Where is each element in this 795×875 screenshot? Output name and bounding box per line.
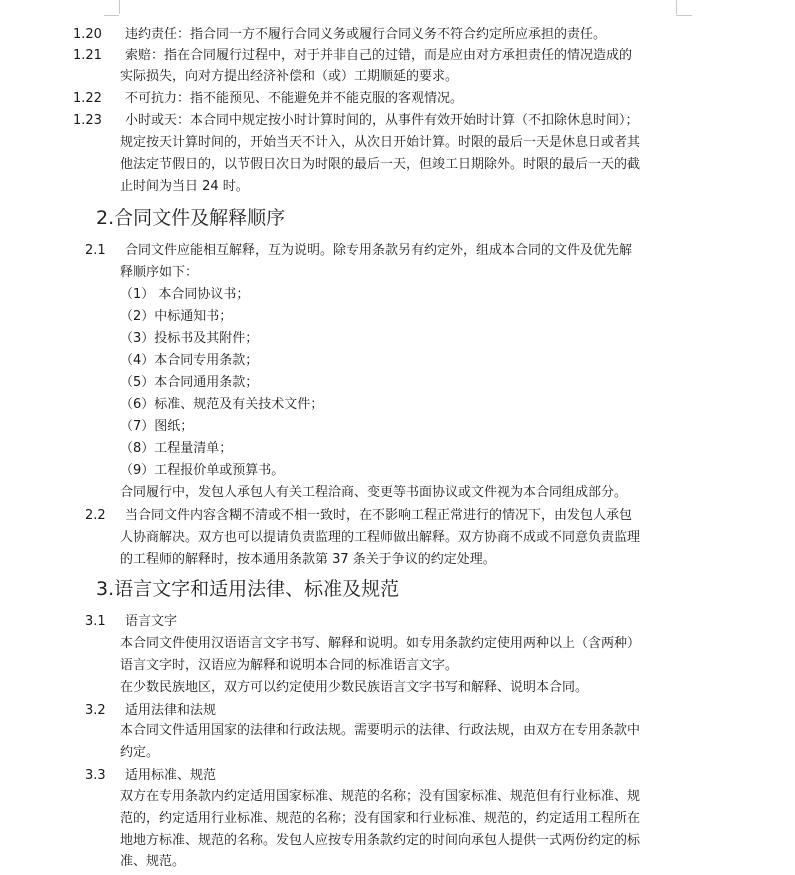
clause-text: 人协商解决。双方也可以提请负责监理的工程师做出解释。双方协商不成或不同意负责监理	[120, 530, 641, 545]
list-item: （3）投标书及其附件；	[120, 331, 259, 346]
clause-number: 2.1	[85, 243, 106, 258]
clause-text: 合同文件应能相互解释，互为说明。除专用条款另有约定外，组成本合同的文件及优先解	[125, 243, 633, 258]
clause-text: 违约责任：指合同一方不履行合同义务或履行合同义务不符合约定所应承担的责任。	[125, 27, 607, 42]
clause-number: 1.20	[73, 27, 102, 42]
clause-title: 语言文字	[125, 614, 178, 629]
clause-text: 地地方标准、规范的名称。发包人应按专用条款约定的时间向承包人提供一式两份约定的标	[120, 833, 641, 848]
clause-number: 1.23	[73, 113, 102, 128]
list-item: （7）图纸；	[120, 419, 194, 434]
clause-number: 1.21	[73, 48, 102, 63]
clause-text: 约定。	[120, 745, 160, 760]
page-corner-mark-left-h	[104, 14, 119, 16]
list-item: （8）工程量清单；	[120, 441, 233, 456]
clause-text: 准、规范。	[120, 854, 186, 869]
list-item: （9）工程报价单或预算书。	[120, 463, 285, 478]
clause-text: 止时间为当日 24 时。	[120, 179, 249, 194]
list-item: （5）本合同通用条款；	[120, 375, 259, 390]
page-corner-mark-right	[676, 0, 678, 14]
clause-title: 适用法律和法规	[125, 703, 217, 718]
clause-number: 3.1	[85, 614, 106, 629]
section-heading: 2.合同文件及解释顺序	[96, 207, 286, 229]
clause-text: 的工程师的解释时，按本通用条款第 37 条关于争议的约定处理。	[120, 552, 496, 567]
clause-text: 他法定节假日的，以节假日次日为时限的最后一天，但竣工日期除外。时限的最后一天的截	[120, 157, 641, 172]
list-item: （1） 本合同协议书；	[120, 287, 250, 302]
list-item: （4）本合同专用条款；	[120, 353, 259, 368]
list-item: （6）标准、规范及有关技术文件；	[120, 397, 324, 412]
clause-number: 3.3	[85, 768, 106, 783]
clause-text: 小时或天：本合同中规定按小时计算时间的，从事件有效开始时计算（不扣除休息时间）；	[125, 113, 639, 128]
clause-text: 范的，约定适用行业标准、规范的名称；没有国家和行业标准、规范的，约定适用工程所在	[120, 811, 641, 826]
clause-text: 当合同文件内容含糊不清或不相一致时，在不影响工程正常进行的情况下，由发包人承包	[125, 508, 633, 523]
clause-text: 索赔：指在合同履行过程中，对于并非自己的过错，而是应由对方承担责任的情况造成的	[125, 48, 633, 63]
clause-text: 合同履行中，发包人承包人有关工程洽商、变更等书面协议或文件视为本合同组成部分。	[120, 485, 628, 500]
clause-number: 3.2	[85, 703, 106, 718]
page-corner-mark-right-h	[676, 14, 692, 16]
clause-number: 1.22	[73, 91, 102, 106]
page-corner-mark-left	[118, 0, 120, 14]
clause-text: 规定按天计算时间的，开始当天不计入，从次日开始计算。时限的最后一天是休息日或者其	[120, 135, 641, 150]
clause-title: 适用标准、规范	[125, 768, 217, 783]
clause-text: 不可抗力：指不能预见、不能避免并不能克服的客观情况。	[125, 91, 464, 106]
clause-number: 2.2	[85, 508, 106, 523]
clause-text: 本合同文件适用国家的法律和行政法规。需要明示的法律、行政法规，由双方在专用条款中	[120, 723, 641, 738]
clause-text: 释顺序如下：	[120, 265, 199, 280]
list-item: （2）中标通知书；	[120, 309, 233, 324]
clause-text: 语言文字时，汉语应为解释和说明本合同的标准语言文字。	[120, 658, 459, 673]
clause-text: 实际损失，向对方提出经济补偿和（或）工期顺延的要求。	[120, 69, 459, 84]
clause-text: 本合同文件使用汉语语言文字书写、解释和说明。如专用条款约定使用两种以上（含两种）	[120, 636, 641, 651]
clause-text: 在少数民族地区，双方可以约定使用少数民族语言文字书写和解释、说明本合同。	[120, 680, 589, 695]
clause-text: 双方在专用条款内约定适用国家标准、规范的名称；没有国家标准、规范但有行业标准、规	[120, 789, 641, 804]
section-heading: 3.语言文字和适用法律、标准及规范	[96, 578, 400, 600]
